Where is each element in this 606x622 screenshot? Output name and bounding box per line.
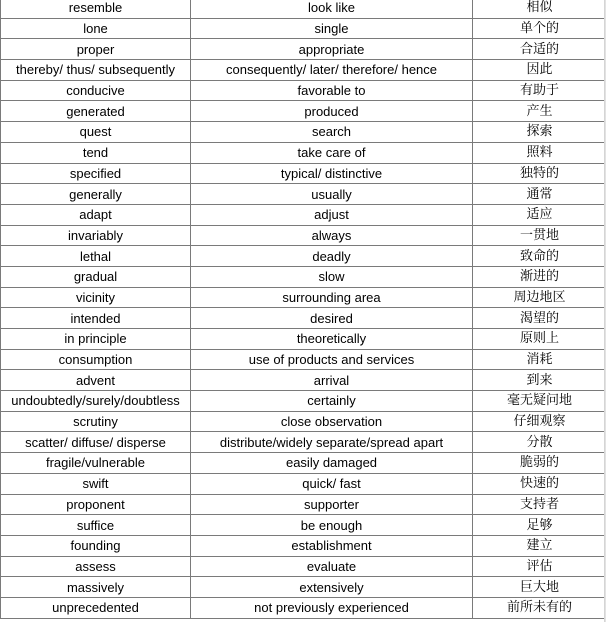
vocabulary-table-body <box>1 0 606 618</box>
word-cell: proponent <box>1 494 191 515</box>
table-row <box>1 308 606 329</box>
word-cell: assess <box>1 556 191 577</box>
synonym-cell: search <box>191 122 473 143</box>
table-row <box>1 204 606 225</box>
table-row <box>1 18 606 39</box>
synonym-cell: arrival <box>191 370 473 391</box>
chinese-meaning-cell: 渴望的 <box>473 308 606 329</box>
chinese-meaning-cell: 原则上 <box>473 329 606 350</box>
table-row <box>1 266 606 287</box>
chinese-meaning-cell: 支持者 <box>473 494 606 515</box>
synonym-cell: take care of <box>191 142 473 163</box>
chinese-meaning-cell: 快速的 <box>473 473 606 494</box>
chinese-meaning-cell: 产生 <box>473 101 606 122</box>
synonym-cell: deadly <box>191 246 473 267</box>
chinese-meaning-cell: 评估 <box>473 556 606 577</box>
word-cell: founding <box>1 535 191 556</box>
synonym-cell: look like <box>191 0 473 18</box>
synonym-cell: theoretically <box>191 329 473 350</box>
word-cell: tend <box>1 142 191 163</box>
table-row <box>1 122 606 143</box>
word-cell: vicinity <box>1 287 191 308</box>
chinese-meaning-cell: 单个的 <box>473 18 606 39</box>
chinese-meaning-cell: 渐进的 <box>473 266 606 287</box>
table-row <box>1 370 606 391</box>
chinese-meaning-cell: 仔细观察 <box>473 411 606 432</box>
word-cell: gradual <box>1 266 191 287</box>
word-cell: massively <box>1 577 191 598</box>
synonym-cell: consequently/ later/ therefore/ hence <box>191 60 473 81</box>
chinese-meaning-cell: 致命的 <box>473 246 606 267</box>
word-cell: proper <box>1 39 191 60</box>
synonym-cell: certainly <box>191 391 473 412</box>
word-cell: in principle <box>1 329 191 350</box>
synonym-cell: favorable to <box>191 80 473 101</box>
chinese-meaning-cell: 一贯地 <box>473 225 606 246</box>
table-row <box>1 432 606 453</box>
word-cell: lone <box>1 18 191 39</box>
chinese-meaning-cell: 探索 <box>473 122 606 143</box>
table-row <box>1 329 606 350</box>
chinese-meaning-cell: 通常 <box>473 184 606 205</box>
table-row <box>1 287 606 308</box>
word-cell: swift <box>1 473 191 494</box>
table-row <box>1 597 606 618</box>
chinese-meaning-cell: 因此 <box>473 60 606 81</box>
table-row <box>1 101 606 122</box>
table-row <box>1 39 606 60</box>
chinese-meaning-cell: 有助于 <box>473 80 606 101</box>
synonym-cell: usually <box>191 184 473 205</box>
word-cell: resemble <box>1 0 191 18</box>
word-cell: consumption <box>1 349 191 370</box>
word-cell: scatter/ diffuse/ disperse <box>1 432 191 453</box>
word-cell: specified <box>1 163 191 184</box>
synonym-cell: easily damaged <box>191 453 473 474</box>
synonym-cell: close observation <box>191 411 473 432</box>
table-row <box>1 349 606 370</box>
chinese-meaning-cell: 照料 <box>473 142 606 163</box>
word-cell: lethal <box>1 246 191 267</box>
synonym-cell: extensively <box>191 577 473 598</box>
table-row <box>1 411 606 432</box>
table-row <box>1 246 606 267</box>
table-row <box>1 225 606 246</box>
word-cell: thereby/ thus/ subsequently <box>1 60 191 81</box>
table-row <box>1 453 606 474</box>
synonym-cell: be enough <box>191 515 473 536</box>
word-cell: fragile/vulnerable <box>1 453 191 474</box>
synonym-cell: single <box>191 18 473 39</box>
synonym-cell: slow <box>191 266 473 287</box>
chinese-meaning-cell: 消耗 <box>473 349 606 370</box>
chinese-meaning-cell: 适应 <box>473 204 606 225</box>
chinese-meaning-cell: 相似 <box>473 0 606 18</box>
word-cell: intended <box>1 308 191 329</box>
synonym-cell: quick/ fast <box>191 473 473 494</box>
chinese-meaning-cell: 独特的 <box>473 163 606 184</box>
chinese-meaning-cell: 毫无疑问地 <box>473 391 606 412</box>
synonym-cell: typical/ distinctive <box>191 163 473 184</box>
word-cell: conducive <box>1 80 191 101</box>
chinese-meaning-cell: 周边地区 <box>473 287 606 308</box>
table-row <box>1 0 606 18</box>
synonym-cell: evaluate <box>191 556 473 577</box>
word-cell: generally <box>1 184 191 205</box>
word-cell: suffice <box>1 515 191 536</box>
synonym-cell: establishment <box>191 535 473 556</box>
word-cell: undoubtedly/surely/doubtless <box>1 391 191 412</box>
table-row <box>1 515 606 536</box>
table-row <box>1 184 606 205</box>
synonym-cell: always <box>191 225 473 246</box>
table-row <box>1 473 606 494</box>
synonym-cell: surrounding area <box>191 287 473 308</box>
synonym-cell: desired <box>191 308 473 329</box>
synonym-cell: adjust <box>191 204 473 225</box>
synonym-cell: produced <box>191 101 473 122</box>
word-cell: invariably <box>1 225 191 246</box>
table-row <box>1 60 606 81</box>
chinese-meaning-cell: 巨大地 <box>473 577 606 598</box>
word-cell: advent <box>1 370 191 391</box>
word-cell: adapt <box>1 204 191 225</box>
synonym-cell: distribute/widely separate/spread apart <box>191 432 473 453</box>
chinese-meaning-cell: 脆弱的 <box>473 453 606 474</box>
synonym-cell: not previously experienced <box>191 597 473 618</box>
table-row <box>1 556 606 577</box>
word-cell: scrutiny <box>1 411 191 432</box>
table-row <box>1 577 606 598</box>
chinese-meaning-cell: 分散 <box>473 432 606 453</box>
chinese-meaning-cell: 到来 <box>473 370 606 391</box>
chinese-meaning-cell: 合适的 <box>473 39 606 60</box>
table-row <box>1 80 606 101</box>
table-row <box>1 494 606 515</box>
synonym-cell: use of products and services <box>191 349 473 370</box>
chinese-meaning-cell: 足够 <box>473 515 606 536</box>
synonym-cell: supporter <box>191 494 473 515</box>
word-cell: quest <box>1 122 191 143</box>
table-row <box>1 163 606 184</box>
word-cell: generated <box>1 101 191 122</box>
table-row <box>1 391 606 412</box>
chinese-meaning-cell: 建立 <box>473 535 606 556</box>
word-cell: unprecedented <box>1 597 191 618</box>
chinese-meaning-cell: 前所未有的 <box>473 597 606 618</box>
table-row <box>1 142 606 163</box>
table-row <box>1 535 606 556</box>
synonym-cell: appropriate <box>191 39 473 60</box>
